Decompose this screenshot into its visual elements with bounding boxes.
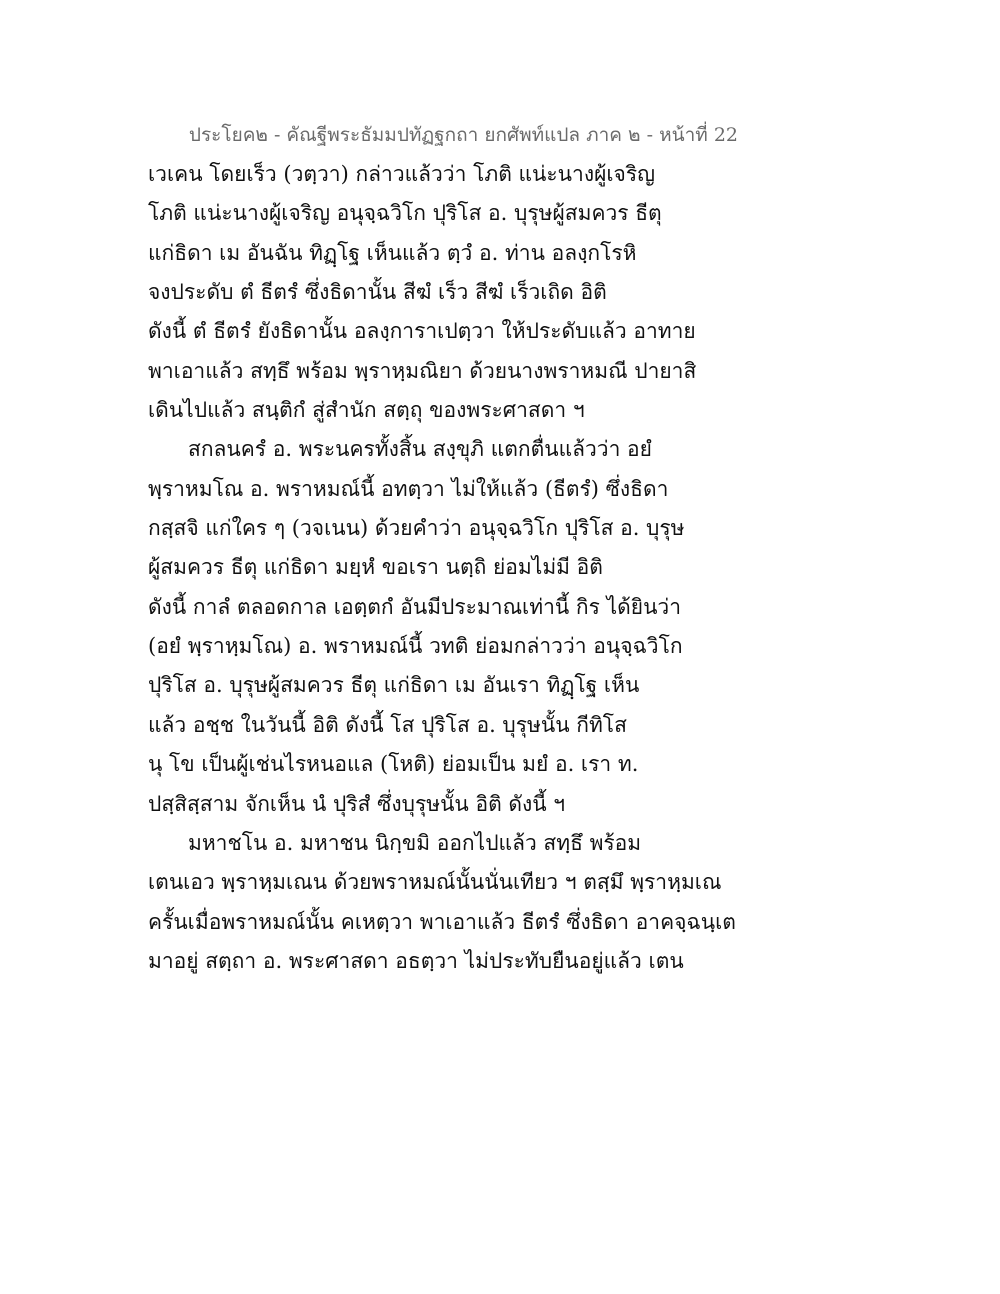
paragraph-start-line: มหาชโน อ. มหาชน นิกฺขมิ ออกไปแล้ว สทฺธึ พร้อม [188,830,642,855]
text-line: เวเคน โดยเร็ว (วตฺวา) กล่าวแล้วว่า โภติ แน่ะนางผู้เจริญ [148,162,656,186]
text-line: พาเอาแล้ว สทฺธึ พร้อม พฺราหฺมณิยา ด้วยนางพราหมณี ปายาสิ [148,358,697,383]
text-line: ปุริโส อ. บุรุษผู้สมควร ธีตุ แก่ธิดา เม อันเรา ทิฏฺโฐ เห็น [148,673,640,698]
text-line: กสฺสจิ แก่ใคร ๆ (วจเนน) ด้วยคำว่า อนุจฺฉวิโก ปุริโส อ. บุรุษ [148,516,685,541]
text-line: (อยํ พฺราหฺมโณ) อ. พราหมณ์นี้ วทติ ย่อมกล่าวว่า อนุจฺฉวิโก [148,634,683,659]
text-line: ดังนี้ ตํ ธีตรํ ยังธิดานั้น อลงฺการาเปตฺวา ให้ประดับแล้ว อาทาย [148,319,696,344]
text-line: มาอยู่ สตฺถา อ. พระศาสดา อธตฺวา ไม่ประทับยืนอยู่แล้ว เตน [148,948,684,973]
text-line: แล้ว อชฺช ในวันนี้ อิติ ดังนี้ โส ปุริโส อ. บุรุษนั้น กีทิโส [148,712,627,737]
text-line: เดินไปแล้ว สนฺติกํ สู่สำนัก สตฺถุ ของพระศาสดา ฯ [148,398,585,423]
text-line: พฺราหมโณ อ. พราหมณ์นี้ อทตฺวา ไม่ให้แล้ว (ธีตรํ) ซึ่งธิดา [148,476,669,501]
text-line: นุ โข เป็นผู้เช่นไรหนอแล (โหติ) ย่อมเป็น มยํ อ. เรา ท. [148,752,639,777]
text-line: เตนเอว พฺราหฺมเณน ด้วยพราหมณ์นั้นนั่นเทียว ฯ ตสฺมึ พฺราหฺมเณ [148,870,722,895]
page-header: ประโยค๒ - คัณฐีพระธัมมปทัฏฐกถา ยกศัพท์แปล ภาค ๒ - หน้าที่ 22 [188,124,738,146]
text-line: แก่ธิดา เม อันฉัน ทิฏฺโฐ เห็นแล้ว ตฺวํ อ. ท่าน อลงฺกโรหิ [148,240,637,265]
text-line: ดังนี้ กาลํ ตลอดกาล เอตฺตกํ อันมีประมาณเท่านี้ กิร ได้ยินว่า [148,594,682,619]
text-line: ครั้นเมื่อพราหมณ์นั้น คเหตฺวา พาเอาแล้ว ธีตรํ ซึ่งธิดา อาคจฺฉนฺเต [148,909,736,934]
paragraph-start-line: สกลนครํ อ. พระนครทั้งสิ้น สงฺขุภิ แตกตื่นแล้วว่า อยํ [188,437,652,462]
body-text [148,155,736,981]
text-line: ปสฺสิสฺสาม จักเห็น นํ ปุริสํ ซึ่งบุรุษนั้น อิติ ดังนี้ ฯ [148,791,566,816]
text-line: จงประดับ ตํ ธีตรํ ซึ่งธิดานั้น สีฆํ เร็ว สีฆํ เร็วเถิด อิติ [148,280,607,305]
text-line: ผู้สมควร ธีตุ แก่ธิดา มยฺหํ ขอเรา นตฺถิ ย่อมไม่มี อิติ [148,555,603,580]
text-line: โภติ แน่ะนางผู้เจริญ อนุจฺฉวิโก ปุริโส อ. บุรุษผู้สมควร ธีตุ [148,201,662,226]
